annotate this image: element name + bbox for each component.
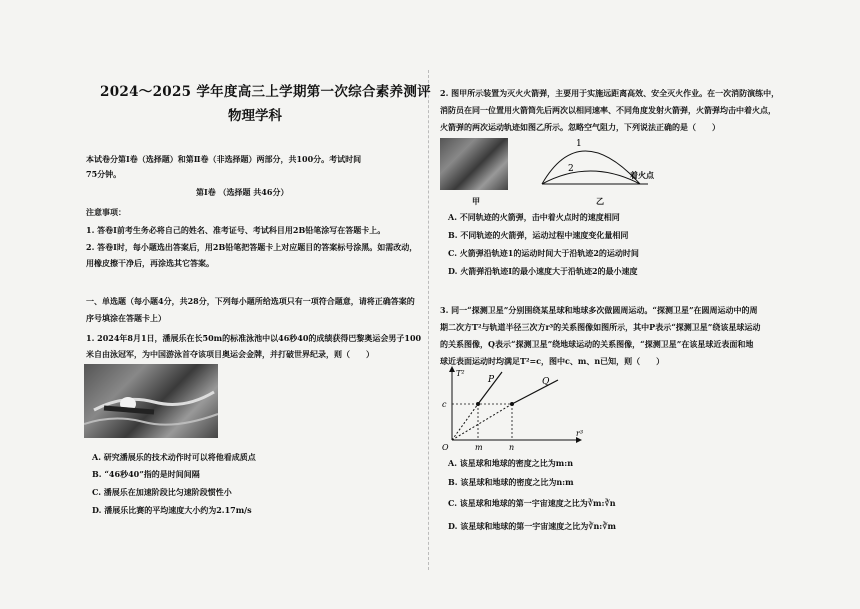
q2-option-b: B. 不同轨迹的火箭弹，运动过程中速度变化量相同 xyxy=(448,230,629,240)
q3-stem-b: 期二次方T²与轨道半径三次方r³的关系图像如图所示，其中P表示“探测卫星”绕该星球运动 xyxy=(440,322,761,332)
q3-stem-d: 球近表面运动时均满足T²=c，图中c、m、n已知，则（ ） xyxy=(440,356,665,366)
notice-1: 1. 答卷Ⅰ前考生务必将自己的姓名、准考证号、考试科目用2B铅笔涂写在答题卡上。 xyxy=(86,225,386,235)
q1-option-b: B. “46秒40”指的是时间间隔 xyxy=(92,469,200,479)
q3-option-b: B. 该星球和地球的密度之比为n:m xyxy=(448,477,574,487)
Q-label: Q xyxy=(542,377,550,387)
q1-stem-b: 米自由泳冠军，为中国游泳首夺该项目奥运会金牌，并打破世界纪录，则（ ） xyxy=(86,349,374,359)
origin-label: O xyxy=(442,443,449,452)
q2-stem-b: 消防员在同一位置用火箭筒先后两次以相同速率、不同角度发射火箭弹，火箭弹均击中着火点， xyxy=(440,105,776,115)
q2-option-a: A. 不同轨迹的火箭弹，击中着火点时的速度相同 xyxy=(448,212,620,222)
notice-heading: 注意事项： xyxy=(86,207,126,217)
q3-option-a: A. 该星球和地球的密度之比为m:n xyxy=(448,458,574,468)
path-2-label: 2 xyxy=(568,164,574,174)
q2-stem-c: 火箭弹的两次运动轨迹如图乙所示。忽略空气阻力，下列说法正确的是（ ） xyxy=(440,122,720,132)
n-label: n xyxy=(509,443,515,452)
rocket-launcher-photo xyxy=(440,138,508,190)
column-divider xyxy=(428,70,429,570)
section-1-line-a: 一、单选题（每小题4分，共28分，下列每小题所给选项只有一项符合题意，请将正确答案的 xyxy=(86,296,415,306)
q2-stem-a: 2. 图甲所示装置为灭火火箭弹，主要用于实施远距离高效、安全灭火作业。在一次消防演练中， xyxy=(440,88,780,98)
part-heading: 第Ⅰ卷 （选择题 共46分） xyxy=(196,187,289,197)
fig-jia-label: 甲 xyxy=(472,196,480,206)
c-label: c xyxy=(442,400,447,409)
notice-2b: 用橡皮擦干净后，再涂选其它答案。 xyxy=(86,258,214,268)
section-1-line-b: 序号填涂在答题卡上） xyxy=(86,313,166,323)
exam-title: 2024～2025 学年度高三上学期第一次综合素养测评 xyxy=(100,84,431,100)
q1-option-c: C. 潘展乐在加速阶段比匀速阶段惯性小 xyxy=(92,487,232,497)
q3-option-d: D. 该星球和地球的第一宇宙速度之比为∛n:∛m xyxy=(448,521,616,531)
q2-option-c: C. 火箭弹沿轨迹1的运动时间大于沿轨迹2的运动时间 xyxy=(448,248,639,258)
path-1-label: 1 xyxy=(576,139,582,149)
fire-point-label: 着火点 xyxy=(630,170,654,180)
y-axis-label: T² xyxy=(456,369,465,378)
notice-2a: 2. 答卷Ⅰ时，每小题选出答案后，用2B铅笔把答题卡上对应题目的答案标号涂黑。如需改动， xyxy=(86,242,418,252)
q2-option-d: D. 火箭弹沿轨迹Ⅰ的最小速度大于沿轨迹2的最小速度 xyxy=(448,266,638,276)
swimmer-figure xyxy=(84,364,218,438)
q3-stem-c: 的关系图像，Q表示“探测卫星”绕地球运动的关系图像，“探测卫星”在该星球近表面和地 xyxy=(440,339,754,349)
x-axis-label: r³ xyxy=(576,429,584,438)
q1-stem-a: 1. 2024年8月1日，潘展乐在长50m的标准泳池中以46秒40的成绩获得巴黎奥运会男子100 xyxy=(86,333,422,343)
m-label: m xyxy=(475,443,483,452)
q1-option-a: A. 研究潘展乐的技术动作时可以将他看成质点 xyxy=(92,452,256,462)
q3-option-c: C. 该星球和地球的第一宇宙速度之比为∛m:∛n xyxy=(448,498,616,508)
q1-option-d: D. 潘展乐比赛的平均速度大小约为2.17m/s xyxy=(92,505,252,515)
intro-line-2: 75分钟。 xyxy=(86,169,122,179)
intro-line-1: 本试卷分第Ⅰ卷（选择题）和第Ⅱ卷（非选择题）两部分，共100分。考试时间 xyxy=(86,154,362,164)
fig-yi-label: 乙 xyxy=(596,196,604,206)
period-radius-graph xyxy=(436,366,586,456)
P-label: P xyxy=(488,375,495,385)
swimmer-photo xyxy=(84,364,218,438)
subject-title: 物理学科 xyxy=(228,108,282,124)
q3-stem-a: 3. 同一“探测卫星”分别围绕某星球和地球多次做圆周运动。“探测卫星”在圆周运动中的周 xyxy=(440,305,758,315)
